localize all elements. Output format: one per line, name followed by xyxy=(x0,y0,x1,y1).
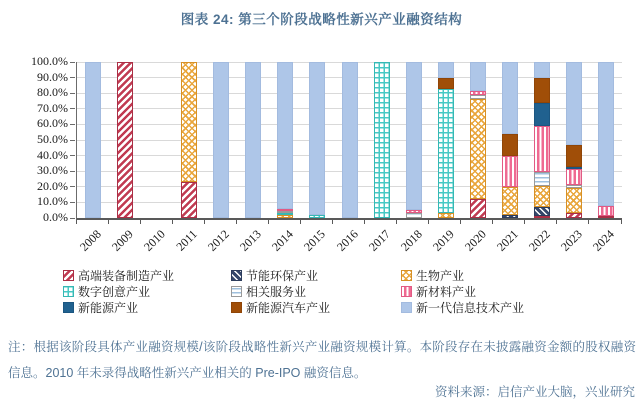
x-axis-tick-label: 2013 xyxy=(237,227,265,254)
bar-segment xyxy=(470,99,486,199)
chart-legend xyxy=(63,268,628,314)
bar-segment xyxy=(309,215,325,218)
y-axis-tick-label: 10.0% xyxy=(37,194,68,209)
bar-segment xyxy=(438,62,454,78)
x-axis-tick-label: 2020 xyxy=(461,227,489,254)
bar-segment xyxy=(566,169,582,185)
x-axis-tick xyxy=(108,220,109,224)
legend-item-label: 高端装备制造产业 xyxy=(78,268,175,283)
legend-item-label: 新一代信息技术产业 xyxy=(416,300,525,315)
legend-item-label: 数字创意产业 xyxy=(78,284,151,299)
bar-segment xyxy=(534,216,550,218)
legend-item xyxy=(401,300,628,314)
x-axis-tick-label: 2019 xyxy=(429,227,457,254)
x-axis-tick-label: 2021 xyxy=(493,227,521,254)
bar-segment xyxy=(566,213,582,218)
bar-segment xyxy=(598,62,614,206)
y-axis-tick xyxy=(70,186,75,187)
x-axis-tick-label: 2024 xyxy=(589,227,617,254)
bar-stack-2016 xyxy=(342,62,358,218)
x-axis-tick-label: 2018 xyxy=(397,227,425,254)
y-axis-tick-label: 100.0% xyxy=(31,54,68,68)
bar-stack-2009 xyxy=(117,62,133,218)
x-axis-tick-label: 2012 xyxy=(205,227,233,254)
figure-title: 图表 24: 第三个阶段战略性新兴产业融资结构 xyxy=(180,12,463,27)
bar-segment xyxy=(502,134,518,156)
bar-stack-2013 xyxy=(245,62,261,218)
bar-stack-2020 xyxy=(470,62,486,218)
legend-item xyxy=(63,268,231,282)
bar-stack-2021 xyxy=(502,62,518,218)
y-axis-tick xyxy=(70,171,75,172)
y-axis-tick xyxy=(70,124,75,125)
bar-segment xyxy=(277,215,293,218)
y-axis-tick-label: 70.0% xyxy=(37,100,68,115)
bar-stack-2024 xyxy=(598,62,614,218)
plot-area xyxy=(76,62,622,220)
y-axis-tick-label: 30.0% xyxy=(37,163,68,178)
y-axis-tick xyxy=(70,93,75,94)
bar-segment xyxy=(566,188,582,213)
x-axis-tick-label: 2009 xyxy=(109,227,136,254)
legend-swatch-icon xyxy=(401,270,412,281)
bar-stack-2018 xyxy=(406,62,422,218)
legend-swatch-icon xyxy=(63,286,74,297)
bar-segment xyxy=(438,89,454,214)
legend-swatch-icon xyxy=(401,302,412,313)
x-axis-tick xyxy=(460,220,461,224)
x-axis-tick-label: 2011 xyxy=(173,227,201,254)
y-axis-tick xyxy=(70,218,75,219)
bar-segment xyxy=(502,187,518,215)
x-axis-tick-label: 2008 xyxy=(77,227,104,254)
bar-stack-2010 xyxy=(149,62,165,218)
legend-item xyxy=(63,300,231,314)
footnote: 注：根据该阶段具体产业融资规模/该阶段战略性新兴产业融资规模计算。本阶段存在未披露融资金额的股权融资信息。2010 年未录得战略性新兴产业相关的 Pre-IPO 融资信息。 xyxy=(8,340,636,380)
bar-segment xyxy=(470,199,486,218)
x-axis-tick xyxy=(428,220,429,224)
x-axis-tick xyxy=(364,220,365,224)
bar-segment xyxy=(85,62,101,218)
legend-item xyxy=(231,268,401,282)
legend-item-label: 新能源产业 xyxy=(78,300,139,315)
x-axis-tick xyxy=(140,220,141,224)
x-axis-tick-label: 2022 xyxy=(525,227,553,254)
x-axis-tick xyxy=(332,220,333,224)
bar-segment xyxy=(502,156,518,187)
x-axis-tick xyxy=(556,220,557,224)
legend-swatch-icon xyxy=(231,286,242,297)
bar-segment xyxy=(181,62,197,182)
legend-item xyxy=(63,284,231,298)
y-axis-tick xyxy=(70,202,75,203)
bar-segment xyxy=(406,62,422,210)
bar-segment xyxy=(534,126,550,173)
y-axis-tick-label: 20.0% xyxy=(37,178,68,193)
x-axis-tick xyxy=(588,220,589,224)
bar-stack-2015 xyxy=(309,62,325,218)
legend-swatch-icon xyxy=(401,286,412,297)
bar-segment xyxy=(245,62,261,218)
bar-segment xyxy=(181,182,197,218)
bar-stack-2019 xyxy=(438,62,454,218)
bar-segment xyxy=(534,103,550,126)
bar-stack-2017 xyxy=(374,62,390,218)
source-line: 资料来源：启信产业大脑，兴业研究 xyxy=(434,385,635,399)
x-axis-tick xyxy=(492,220,493,224)
y-axis-tick xyxy=(70,155,75,156)
bar-segment xyxy=(213,62,229,218)
bar-stack-2011 xyxy=(181,62,197,218)
legend-item-label: 新能源汽车产业 xyxy=(246,300,331,315)
legend-swatch-icon xyxy=(231,270,242,281)
x-axis-tick xyxy=(236,220,237,224)
x-axis-tick-label: 2017 xyxy=(365,227,393,254)
bar-segment xyxy=(438,213,454,218)
legend-item xyxy=(231,284,401,298)
legend-swatch-icon xyxy=(63,270,74,281)
x-axis-tick-label: 2016 xyxy=(333,227,361,254)
bar-segment xyxy=(598,216,614,218)
legend-swatch-icon xyxy=(231,302,242,313)
y-axis-tick xyxy=(70,62,75,63)
bar-segment xyxy=(374,62,390,218)
bar-segment xyxy=(342,62,358,218)
x-axis-tick xyxy=(524,220,525,224)
legend-swatch-icon xyxy=(63,302,74,313)
y-axis-tick-label: 60.0% xyxy=(37,116,68,131)
x-axis-tick xyxy=(268,220,269,224)
x-axis-tick-label: 2010 xyxy=(141,227,169,254)
bar-stack-2023 xyxy=(566,62,582,218)
y-axis-tick-label: 80.0% xyxy=(37,85,68,100)
legend-item-label: 节能环保产业 xyxy=(246,268,319,283)
y-axis-tick-label: 90.0% xyxy=(37,69,68,84)
bar-segment xyxy=(470,62,486,91)
y-axis-tick xyxy=(70,108,75,109)
bar-segment xyxy=(566,62,582,145)
bar-stack-2008 xyxy=(85,62,101,218)
bar-segment xyxy=(534,207,550,216)
bar-segment xyxy=(534,172,550,186)
x-axis-tick xyxy=(204,220,205,224)
bar-segment xyxy=(534,62,550,78)
x-axis-tick-label: 2014 xyxy=(269,227,297,254)
x-axis-tick xyxy=(621,220,622,224)
bar-segment xyxy=(566,145,582,167)
legend-item xyxy=(401,284,628,298)
bar-segment xyxy=(309,62,325,215)
legend-item xyxy=(401,268,628,282)
y-axis-tick xyxy=(70,77,75,78)
legend-item-label: 相关服务业 xyxy=(246,284,307,299)
bar-stack-2012 xyxy=(213,62,229,218)
bar-segment xyxy=(534,186,550,207)
legend-item-label: 新材料产业 xyxy=(416,284,477,299)
bar-segment xyxy=(438,78,454,89)
x-axis-tick-label: 2023 xyxy=(557,227,585,254)
legend-item xyxy=(231,300,401,314)
x-axis-tick xyxy=(76,220,77,224)
bar-segment xyxy=(406,213,422,218)
y-axis-tick xyxy=(70,140,75,141)
bar-segment xyxy=(502,215,518,218)
bar-segment xyxy=(534,78,550,104)
bar-stack-2014 xyxy=(277,62,293,218)
legend-item-label: 生物产业 xyxy=(416,268,465,283)
x-axis-tick xyxy=(396,220,397,224)
bar-segment xyxy=(277,62,293,209)
x-axis-tick xyxy=(300,220,301,224)
x-axis-tick-label: 2015 xyxy=(301,227,329,254)
bar-stack-2022 xyxy=(534,62,550,218)
bar-segment xyxy=(598,206,614,216)
y-axis-tick-label: 50.0% xyxy=(37,132,68,146)
bar-segment xyxy=(117,62,133,218)
y-axis-tick-label: 0.0% xyxy=(43,210,68,224)
bar-segment xyxy=(502,62,518,134)
x-axis-tick xyxy=(172,220,173,224)
y-axis-tick-label: 40.0% xyxy=(37,147,68,162)
